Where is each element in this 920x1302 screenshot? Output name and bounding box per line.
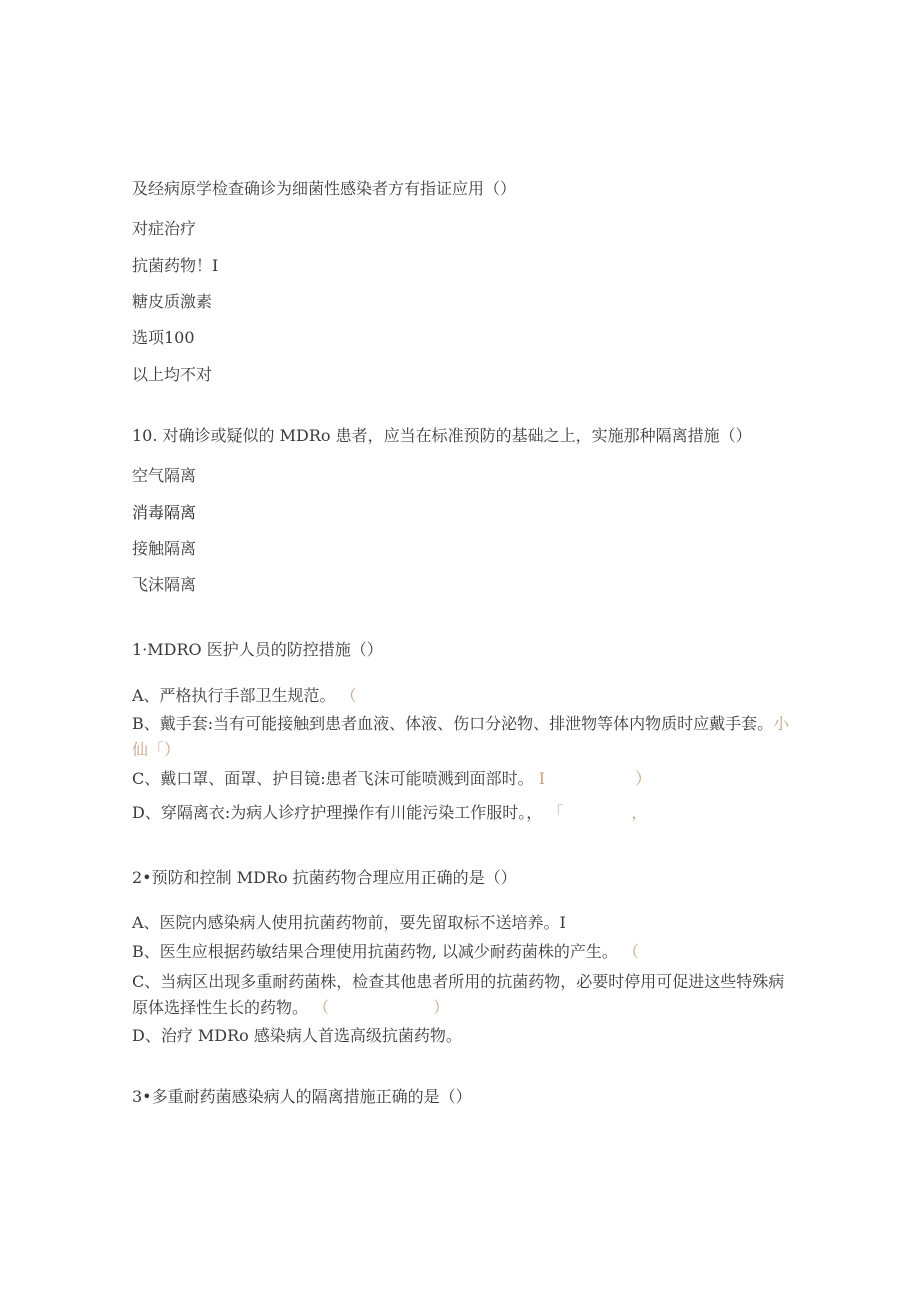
q2-option-c-mark-2: ）: [433, 998, 450, 1017]
option-c-mark-1: I: [538, 769, 546, 788]
question-1-option-a: [132, 686, 357, 706]
option-a-text: A、严格执行手部卫生规范。: [132, 686, 336, 705]
option-prev-5: 以上均不对: [132, 365, 213, 384]
question-2-option-d: D、治疗 MDRo 感染病人首选高级抗菌药物。: [132, 1026, 462, 1045]
question-1-option-b: [132, 711, 792, 763]
question-1-option-c: [132, 769, 651, 789]
option-prev-3: 糖皮质激素: [132, 292, 213, 311]
q2-option-b-text: B、医生应根据药敏结果合理使用抗菌药物, 以减少耐药菌株的产生。: [132, 942, 618, 961]
option-prev-4: 选项100: [132, 328, 195, 347]
question-2-stem: 2•预防和控制 MDRo 抗菌药物合理应用正确的是（）: [132, 868, 517, 887]
option-c-mark-2: ）: [635, 769, 652, 788]
question-1-stem: 1·MDRO 医护人员的防控措施（）: [132, 640, 383, 659]
option-b-text: B、戴手套:当有可能接触到患者血液、体液、伤口分泌物、排泄物等体内物质时应戴手套。: [132, 714, 774, 733]
question-10-option-1: 空气隔离: [132, 466, 197, 485]
option-a-mark: （: [340, 686, 357, 705]
question-2-option-a: A、医院内感染病人使用抗菌药物前，要先留取标不送培养。I: [132, 913, 566, 932]
option-prev-1: 对症治疗: [132, 219, 197, 238]
question-10-option-2: 消毒隔离: [132, 503, 197, 522]
option-d-mark-2: ，: [631, 803, 648, 822]
option-b-mark: 小仙「）: [132, 714, 790, 759]
q2-option-c-text: C、当病区出现多重耐药菌株，检查其他患者所用的抗菌药物，必要时停用可促进这些特殊病原体选择性生长的药物。: [132, 972, 785, 1017]
question-10-stem: 10. 对确诊或疑似的 MDRo 患者，应当在标准预防的基础之上，实施那种隔离措施（）: [132, 426, 752, 445]
q2-option-b-mark: （: [623, 942, 640, 961]
question-2-option-b: [132, 942, 639, 962]
question-1-option-d: [132, 803, 648, 823]
question-10-option-3: 接触隔离: [132, 539, 197, 558]
option-c-text: C、戴口罩、面罩、护目镜:患者飞沫可能喷溅到面部时。: [132, 769, 534, 788]
question-2-option-c: [132, 969, 792, 1021]
question-stem-prev: 及经病原学检查确诊为细菌性感染者方有指证应用（）: [132, 179, 517, 198]
question-3-stem: 3•多重耐药菌感染病人的隔离措施正确的是（）: [132, 1087, 472, 1106]
option-d-mark-1: 「: [547, 803, 564, 822]
option-prev-2: 抗菌药物！I: [132, 256, 219, 275]
q2-option-c-mark-1: （: [313, 998, 330, 1017]
option-d-text: D、穿隔离衣:为病人诊疗护理操作有川能污染工作服时。，: [132, 803, 543, 822]
question-10-option-4: 飞沫隔离: [132, 575, 197, 594]
